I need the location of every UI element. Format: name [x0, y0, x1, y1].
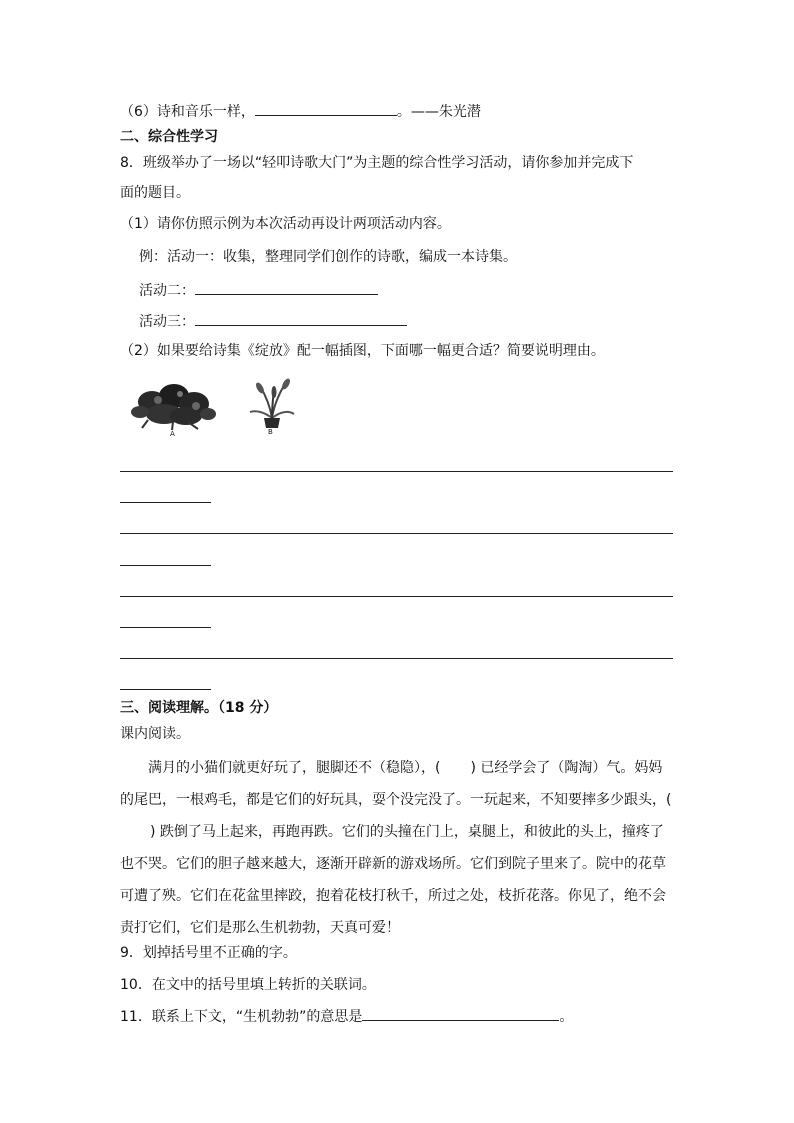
answer-line-2[interactable]: [120, 533, 673, 534]
q8-act3-line: [139, 311, 407, 332]
q8-example: 例：活动一：收集，整理同学们创作的诗歌，编成一本诗集。: [139, 249, 517, 265]
q11-suffix: 。: [559, 1009, 574, 1025]
q10: 10．在文中的括号里填上转折的关联词。: [120, 977, 376, 993]
q8-line1: 8．班级举办了一场以“轻叩诗歌大门”为主题的综合性学习活动，请你参加并完成下: [120, 155, 634, 171]
answer-line-3-end[interactable]: [120, 627, 211, 628]
image-b-label: B: [268, 428, 273, 436]
image-a-label: A: [170, 430, 175, 438]
q6-suffix: 。——朱光潜: [396, 104, 481, 120]
answer-line-4[interactable]: [120, 658, 673, 659]
passage-seg3: ) 跌倒了马上起来，再跑再跌。它们的头撞在门上，桌腿上，和彼此的头上，撞疼了也不哭。它们的胆子越来越大，逐渐开辟新的游戏场所。它们到院子里来了。院中的花草可遭了殃。它们在花盆里摔跤，抱着花枝打秋千，所过之处，枝折花落。你见了，绝不会责打它们，它们是那么生机勃勃，天真可爱！: [120, 824, 666, 936]
section3-intro: 课内阅读。: [120, 726, 190, 742]
passage-seg2: ) 已经学会了（陶淘）气。妈妈的尾巴，一根鸡毛，都是它们的好玩具，耍个没完没了。一玩起来，不知要摔多少跟头，(: [120, 760, 672, 808]
image-a: [128, 382, 218, 440]
image-b: [246, 376, 298, 438]
q8-line2: 面的题目。: [120, 185, 190, 201]
reading-passage: [120, 752, 676, 944]
q11-answer-blank[interactable]: [362, 1006, 559, 1021]
answer-line-2-end[interactable]: [120, 565, 211, 566]
q6-prefix: （6）诗和音乐一样，: [120, 104, 255, 120]
q8-act2-label: 活动二：: [139, 283, 195, 299]
q11-line: [120, 1006, 573, 1027]
section3-title: 三、阅读理解。（18 分）: [120, 700, 278, 716]
q8-act3-blank[interactable]: [195, 311, 407, 326]
answer-line-1-end[interactable]: [120, 502, 211, 503]
section2-title: 二、综合性学习: [120, 129, 218, 145]
q8-sub1: （1）请你仿照示例为本次活动再设计两项活动内容。: [120, 216, 451, 232]
q8-sub2: （2）如果要给诗集《绽放》配一幅插图，下面哪一幅更合适？简要说明理由。: [120, 343, 605, 359]
passage-seg1: 满月的小猫们就更好玩了，腿脚还不（稳隐），(: [148, 760, 441, 776]
answer-line-1[interactable]: [120, 471, 673, 472]
answer-line-4-end[interactable]: [120, 689, 211, 690]
q11-prefix: 11．联系上下文，“生机勃勃”的意思是: [120, 1009, 363, 1025]
q6-answer-blank[interactable]: [255, 101, 397, 116]
q8-act3-label: 活动三：: [139, 314, 195, 330]
q6-line: [120, 101, 481, 122]
q8-act2-line: [139, 280, 378, 301]
q8-act2-blank[interactable]: [195, 280, 378, 295]
answer-line-3[interactable]: [120, 596, 673, 597]
q9: 9．划掉括号里不正确的字。: [120, 945, 297, 961]
